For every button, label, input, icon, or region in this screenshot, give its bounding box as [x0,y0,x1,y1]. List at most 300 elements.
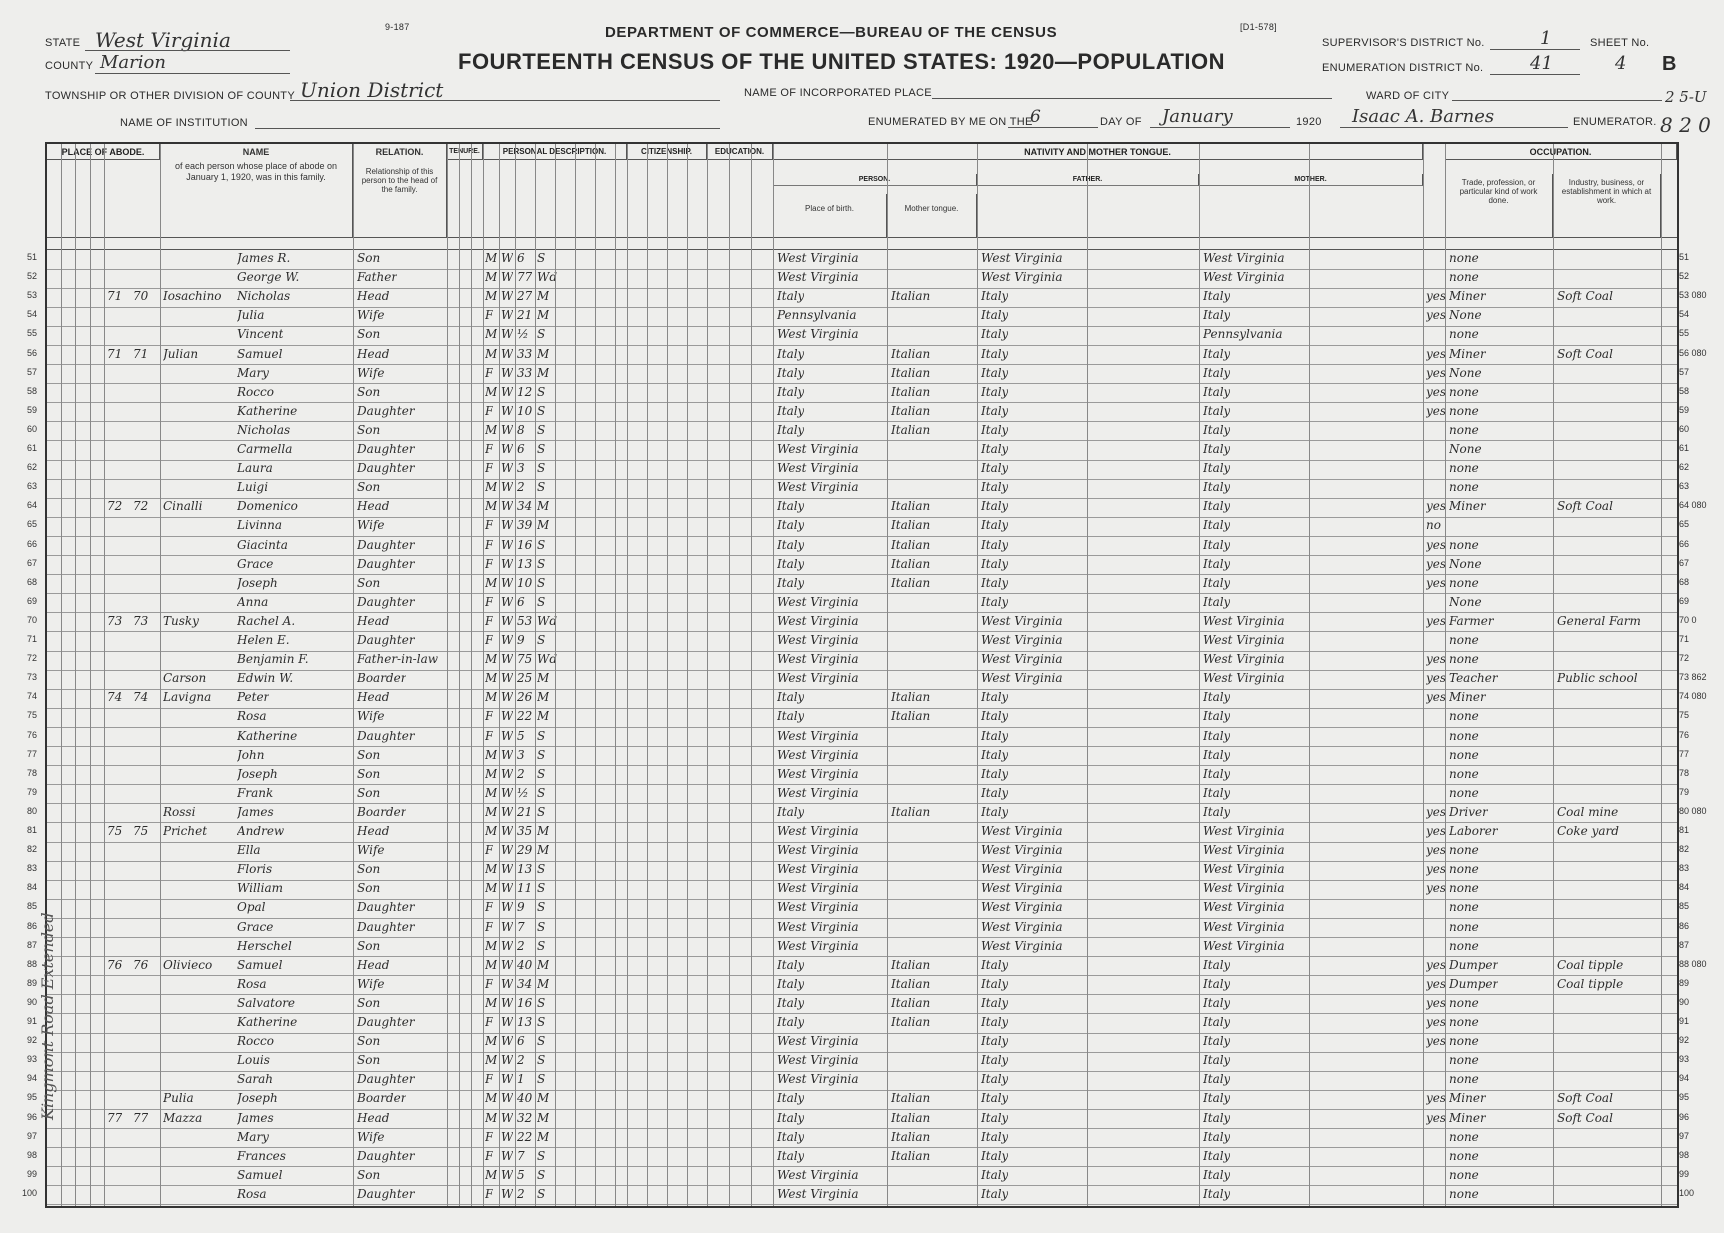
enumerator-label: ENUMERATOR. [1573,116,1657,128]
cell-age: 33 [517,365,533,380]
right-line-number: 52 [1679,271,1690,282]
cell-dwelling: 72 [107,499,123,514]
cell-trade: Dumper [1449,957,1499,972]
county-underline [95,73,290,74]
column-divider [447,144,448,1206]
cell-given-name: Livinna [237,518,283,533]
cell-sex: F [485,365,494,380]
cell-age: 77 [517,270,533,285]
line-number: 57 [26,366,37,377]
cell-speaks-english: yes [1426,1091,1447,1106]
table-row [47,555,1677,576]
cell-trade: none [1449,1053,1479,1068]
cell-given-name: Grace [237,919,274,934]
right-line-number: 57 [1679,366,1690,377]
right-line-number: 94 [1679,1073,1690,1084]
table-row [47,1109,1677,1130]
group-personal: PERSONAL DESCRIPTION. [483,144,627,160]
cell-birth-place: Italy [777,518,805,533]
cell-speaks-english: yes [1426,403,1447,418]
cell-birth-place: West Virginia [777,843,859,858]
table-row [47,306,1677,327]
cell-marital: S [537,251,546,265]
cell-race: W [501,461,514,476]
cell-relation: Daughter [357,537,415,552]
line-number: 93 [26,1054,37,1065]
state-value: West Virginia [95,28,231,52]
right-line-number: 58 [1679,385,1690,396]
cell-father-birth: Italy [981,1186,1009,1201]
cell-birth-place: West Virginia [777,327,859,342]
cell-race: W [501,824,514,838]
table-row [47,803,1677,824]
table-row [47,1147,1677,1168]
cell-birth-place: Italy [777,403,805,418]
table-row [47,669,1677,690]
cell-given-name: Nicholas [237,289,291,304]
cell-age: 25 [517,671,533,686]
cell-father-birth: Italy [981,766,1009,781]
cell-birth-place: Italy [777,1110,805,1125]
cell-sex: F [485,594,494,609]
right-line-number: 55 [1679,328,1690,339]
cell-relation: Son [357,480,381,495]
cell-age: 6 [517,442,525,456]
cell-father-birth: West Virginia [981,652,1063,667]
column-divider [483,144,484,1206]
cell-speaks-english: yes [1426,289,1447,304]
table-row [47,879,1677,900]
cell-age: 5 [517,728,525,743]
cell-mother-tongue: Italian [891,346,931,361]
year: 1920 [1296,116,1322,128]
table-row [47,268,1677,289]
cell-trade: none [1449,747,1479,762]
cell-father-birth: Italy [981,442,1009,456]
cell-mother-tongue: Italian [891,1148,931,1163]
line-number: 66 [26,538,37,549]
cell-age: 5 [517,1167,525,1182]
cell-birth-place: Italy [777,422,805,437]
col-birth-place: Place of birth. [773,194,887,237]
cell-sex: M [485,690,498,705]
column-divider [90,144,91,1206]
table-row [47,841,1677,862]
right-line-number: 68 [1679,576,1690,587]
right-line-number: 79 [1679,786,1690,797]
cell-age: 13 [517,556,533,571]
cell-race: W [501,728,514,743]
cell-trade: none [1449,422,1479,437]
cell-mother-tongue: Italian [891,289,931,304]
group-education: EDUCATION. [707,144,773,160]
cell-given-name: Rocco [237,384,274,399]
county-label: COUNTY [45,60,94,72]
cell-sex: F [485,976,494,991]
cell-race: W [501,766,514,781]
cell-race: W [501,709,514,724]
cell-mother-birth: Italy [1203,594,1231,609]
line-number: 92 [26,1035,37,1046]
cell-speaks-english: yes [1426,824,1447,838]
cell-sex: M [485,1167,498,1182]
cell-given-name: Peter [237,690,270,705]
table-row [47,612,1677,633]
cell-trade: none [1449,766,1479,781]
subgroup-father: FATHER. [977,174,1199,186]
cell-father-birth: Italy [981,1053,1009,1068]
cell-birth-place: West Virginia [777,766,859,781]
cell-given-name: Joseph [237,1091,278,1106]
cell-marital: S [537,785,546,800]
cell-surname: Rossi [163,804,196,819]
cell-relation: Daughter [357,728,415,743]
cell-father-birth: West Virginia [981,938,1063,953]
cell-mother-birth: West Virginia [1203,251,1285,265]
cell-given-name: Andrew [237,824,285,838]
cell-sex: M [485,270,498,285]
cell-age: 32 [517,1110,533,1125]
cell-relation: Wife [357,365,385,380]
cell-mother-birth: Italy [1203,403,1231,418]
cell-mother-tongue: Italian [891,575,931,590]
column-divider [667,144,668,1206]
line-number: 88 [26,958,37,969]
column-divider [353,144,354,1206]
cell-father-birth: Italy [981,1015,1009,1029]
cell-father-birth: Italy [981,785,1009,800]
cell-father-birth: West Virginia [981,613,1063,628]
cell-birth-place: Italy [777,556,805,571]
cell-mother-birth: West Virginia [1203,862,1285,877]
cell-race: W [501,957,514,972]
cell-trade: none [1449,461,1479,476]
cell-marital: M [537,1110,550,1125]
cell-marital: M [537,499,550,514]
cell-age: 40 [517,957,533,972]
cell-father-birth: Italy [981,1072,1009,1087]
cell-sex: F [485,843,494,858]
table-row [47,593,1677,614]
line-number: 99 [26,1168,37,1179]
group-nativity: NATIVITY AND MOTHER TONGUE. [773,144,1423,160]
cell-mother-birth: Italy [1203,728,1231,743]
cell-father-birth: West Virginia [981,862,1063,877]
cell-mother-tongue: Italian [891,422,931,437]
col-name-title: NAME [242,147,270,157]
cell-father-birth: Italy [981,556,1009,571]
cell-race: W [501,1015,514,1029]
line-number: 96 [26,1111,37,1122]
cell-race: W [501,1186,514,1201]
cell-birth-place: West Virginia [777,938,859,953]
cell-given-name: Opal [237,900,266,915]
table-row [47,1089,1677,1110]
cell-relation: Son [357,1167,381,1182]
cell-birth-place: Italy [777,499,805,514]
right-line-number: 65 [1679,519,1690,530]
cell-mother-birth: Italy [1203,804,1231,819]
enumerated-day: 6 [1030,107,1041,127]
cell-marital: S [537,1167,546,1182]
cell-marital: S [537,747,546,762]
cell-sex: F [485,518,494,533]
cell-given-name: Samuel [237,957,283,972]
cell-speaks-english: yes [1426,575,1447,590]
cell-relation: Son [357,251,381,265]
table-row [47,421,1677,442]
cell-family: 74 [133,690,149,705]
table-row [47,364,1677,385]
cell-father-birth: Italy [981,1167,1009,1182]
cell-race: W [501,613,514,628]
cell-birth-place: West Virginia [777,900,859,915]
cell-father-birth: West Virginia [981,824,1063,838]
cell-sex: M [485,499,498,514]
cell-family: 70 [133,289,149,304]
column-divider [729,144,730,1206]
cell-age: 40 [517,1091,533,1106]
cell-relation: Father [357,270,398,285]
cell-relation: Wife [357,843,385,858]
cell-father-birth: Italy [981,594,1009,609]
cell-given-name: Sarah [237,1072,273,1087]
cell-relation: Wife [357,709,385,724]
township-value: Union District [300,78,444,102]
cell-family: 76 [133,957,149,972]
cell-given-name: Floris [237,862,273,877]
line-number: 87 [26,939,37,950]
cell-given-name: Luigi [237,480,269,495]
cell-industry: Soft Coal [1557,1091,1613,1106]
cell-race: W [501,594,514,609]
cell-sex: F [485,900,494,915]
cell-race: W [501,327,514,342]
cell-relation: Daughter [357,461,415,476]
cell-speaks-english: yes [1426,556,1447,571]
cell-father-birth: Italy [981,575,1009,590]
cell-given-name: James [237,1110,274,1125]
township-label: TOWNSHIP OR OTHER DIVISION OF COUNTY [45,90,295,102]
cell-race: W [501,633,514,647]
cell-industry: Public school [1557,671,1638,686]
cell-age: 16 [517,995,533,1010]
cell-dwelling: 75 [107,824,123,838]
cell-speaks-english: yes [1426,613,1447,628]
right-line-number: 53 080 [1679,290,1707,301]
cell-birth-place: Italy [777,1148,805,1163]
cell-father-birth: Italy [981,1148,1009,1163]
right-line-number: 85 [1679,901,1690,912]
cell-speaks-english: yes [1426,1015,1447,1029]
right-line-number: 89 [1679,977,1690,988]
cell-birth-place: West Virginia [777,633,859,647]
right-line-number: 88 080 [1679,958,1707,969]
subgroup-person: PERSON. [773,174,977,186]
table-row [47,402,1677,423]
col-relation-desc: Relationship of this person to the head of the family. [361,167,438,194]
cell-trade: Dumper [1449,976,1499,991]
cell-father-birth: Italy [981,518,1009,533]
cell-sex: F [485,1148,494,1163]
cell-sex: F [485,613,494,628]
right-line-number: 74 080 [1679,691,1707,702]
cell-race: W [501,442,514,456]
cell-marital: S [537,938,546,953]
column-divider [1553,144,1554,1206]
right-line-number: 61 [1679,443,1690,453]
cell-father-birth: Italy [981,346,1009,361]
cell-speaks-english: yes [1426,1034,1447,1049]
column-divider [535,144,536,1206]
cell-mother-birth: West Virginia [1203,824,1285,838]
col-relation-title: RELATION. [375,147,424,157]
cell-marital: S [537,881,546,896]
table-row [47,1032,1677,1053]
cell-age: 10 [517,575,533,590]
cell-father-birth: Italy [981,1091,1009,1106]
cell-race: W [501,843,514,858]
cell-marital: Wd [537,270,558,285]
cell-given-name: James [237,804,274,819]
cell-mother-birth: Italy [1203,575,1231,590]
line-number: 69 [26,595,37,606]
cell-relation: Head [357,690,390,705]
cell-race: W [501,785,514,800]
cell-father-birth: Italy [981,995,1009,1010]
cell-given-name: Ella [237,843,261,858]
cell-sex: F [485,461,494,476]
cell-trade: none [1449,1186,1479,1201]
cell-given-name: Katherine [237,403,298,418]
cell-race: W [501,1110,514,1125]
cell-trade: none [1449,785,1479,800]
cell-mother-birth: Italy [1203,556,1231,571]
right-line-number: 75 [1679,710,1690,721]
cell-marital: S [537,384,546,399]
cell-marital: M [537,346,550,361]
line-number: 91 [26,1016,37,1026]
line-number: 97 [26,1130,37,1141]
enumerator-name: Isaac A. Barnes [1352,106,1495,127]
cell-mother-birth: West Virginia [1203,652,1285,667]
cell-given-name: Katherine [237,728,298,743]
enumerated-month: January [1162,106,1233,127]
cell-speaks-english: yes [1426,804,1447,819]
state-underline [85,50,290,51]
cell-given-name: Nicholas [237,422,291,437]
right-line-number: 54 [1679,309,1690,320]
cell-trade: none [1449,652,1479,667]
cell-dwelling: 77 [107,1110,123,1125]
line-number: 71 [26,634,37,644]
cell-trade: none [1449,575,1479,590]
cell-birth-place: West Virginia [777,1053,859,1068]
cell-trade: none [1449,633,1479,647]
cell-birth-place: West Virginia [777,824,859,838]
cell-sex: M [485,766,498,781]
cell-father-birth: Italy [981,957,1009,972]
line-number: 51 [26,252,37,262]
institution-underline [255,128,720,129]
cell-given-name: Edwin W. [237,671,294,686]
table-row [47,746,1677,767]
cell-marital: S [537,403,546,418]
cell-age: 1 [517,1072,525,1087]
cell-industry: Soft Coal [1557,1110,1613,1125]
cell-age: 8 [517,422,525,437]
corner-number: 8 2 0 [1660,113,1711,137]
cell-marital: S [537,461,546,476]
cell-race: W [501,1034,514,1049]
cell-sex: M [485,1110,498,1125]
cell-sex: M [485,1034,498,1049]
line-number: 55 [26,328,37,339]
cell-race: W [501,575,514,590]
institution-label: NAME OF INSTITUTION [120,117,248,129]
cell-industry: Soft Coal [1557,499,1613,514]
cell-relation: Son [357,785,381,800]
table-row [47,1128,1677,1149]
cell-birth-place: Italy [777,1091,805,1106]
cell-marital: M [537,690,550,705]
cell-birth-place: Italy [777,804,805,819]
cell-birth-place: West Virginia [777,480,859,495]
cell-birth-place: West Virginia [777,1072,859,1087]
cell-sex: M [485,327,498,342]
table-row [47,727,1677,748]
cell-marital: M [537,824,550,838]
cell-mother-tongue: Italian [891,365,931,380]
cell-age: 33 [517,346,533,361]
cell-sex: M [485,289,498,304]
cell-marital: M [537,843,550,858]
cell-father-birth: Italy [981,747,1009,762]
cell-mother-tongue: Italian [891,518,931,533]
table-row [47,898,1677,919]
right-line-number: 73 862 [1679,672,1707,683]
cell-age: 6 [517,1034,525,1049]
cell-given-name: Benjamin F. [237,652,309,667]
cell-sex: F [485,1186,494,1201]
cell-age: ½ [517,785,529,800]
cell-family: 73 [133,613,149,628]
table-row [47,459,1677,480]
line-number: 98 [26,1149,37,1160]
cell-race: W [501,251,514,265]
cell-mother-birth: Italy [1203,747,1231,762]
form-id: [D1-578] [1240,22,1277,32]
cell-birth-place: Italy [777,690,805,705]
cell-trade: none [1449,728,1479,743]
cell-sex: M [485,346,498,361]
right-line-number: 69 [1679,595,1690,606]
cell-speaks-english: yes [1426,862,1447,877]
cell-father-birth: Italy [981,308,1009,323]
cell-mother-birth: Italy [1203,1167,1231,1182]
cell-relation: Son [357,995,381,1010]
cell-given-name: Grace [237,556,274,571]
table-row [47,918,1677,939]
cell-marital: S [537,633,546,647]
cell-surname: Carson [163,671,207,686]
cell-trade: none [1449,709,1479,724]
cell-birth-place: West Virginia [777,251,859,265]
cell-race: W [501,804,514,819]
right-line-number: 66 [1679,538,1690,549]
cell-father-birth: Italy [981,1110,1009,1125]
column-divider [647,144,648,1206]
